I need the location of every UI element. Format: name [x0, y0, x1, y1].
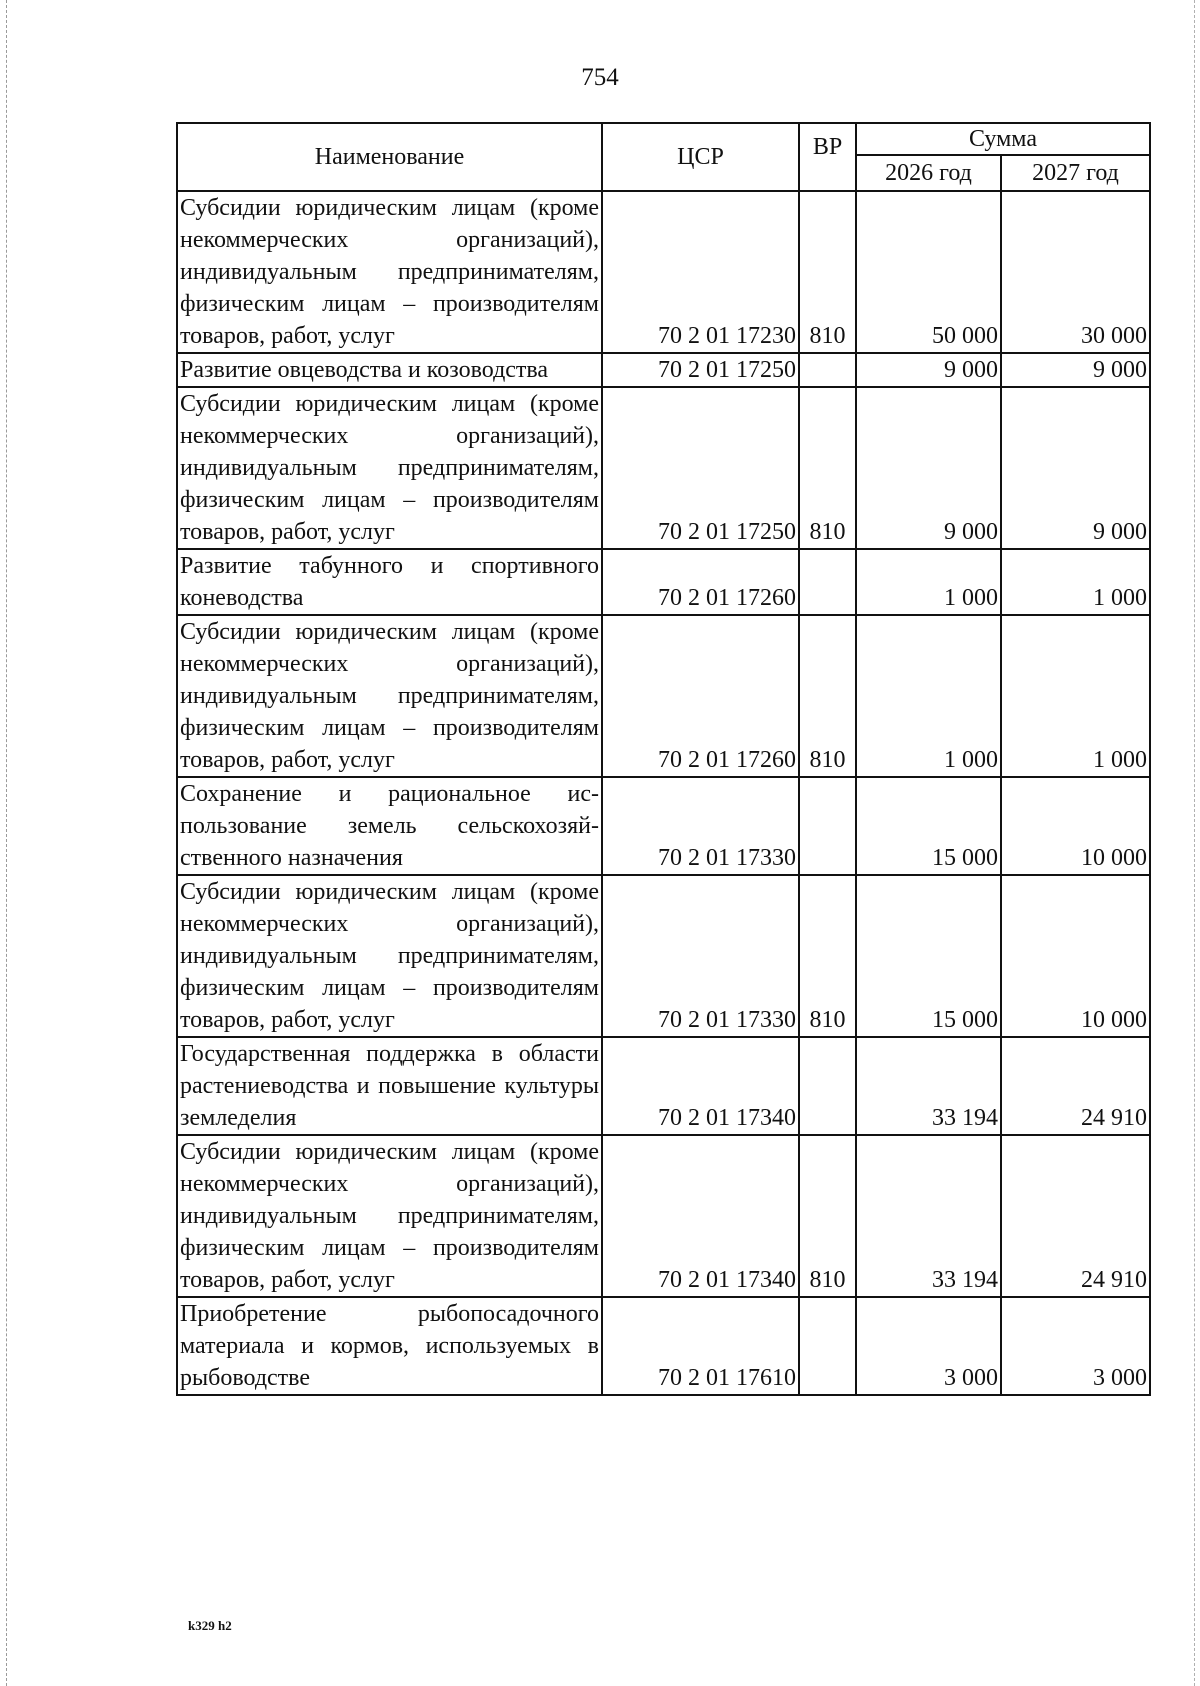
page-number: 754: [581, 64, 619, 91]
row-vr-cell: 810: [799, 615, 856, 777]
page-edge-right: [1194, 0, 1195, 1686]
row-csr-cell: 70 2 01 17340: [602, 1037, 799, 1135]
row-name-cell: Субсидии юридическим лицам (кроме некоммерческих организаций), индивидуальным предпринимателям, физическим лицам – производителям товаров, работ, услуг: [177, 875, 602, 1037]
table-row: [177, 1037, 1150, 1135]
table-row: [177, 777, 1150, 875]
row-amount-2027-cell: 1 000: [1001, 615, 1150, 777]
row-csr-cell: 70 2 01 17330: [602, 875, 799, 1037]
row-amount-2027-cell: 30 000: [1001, 191, 1150, 353]
row-name-cell: Субсидии юридическим лицам (кроме некоммерческих организаций), индивидуальным предпринимателям, физическим лицам – производителям товаров, работ, услуг: [177, 615, 602, 777]
row-name-cell: Развитие табунного и спортивного коневодства: [177, 549, 602, 615]
row-name-cell: Субсидии юридическим лицам (кроме некоммерческих организаций), индивидуальным предпринимателям, физическим лицам – производителям товаров, работ, услуг: [177, 1135, 602, 1297]
row-amount-2027-cell: 1 000: [1001, 549, 1150, 615]
row-name-cell: Субсидии юридическим лицам (кроме некоммерческих организаций), индивидуальным предпринимателям, физическим лицам – производителям товаров, работ, услуг: [177, 191, 602, 353]
header-vr: ВР: [799, 123, 856, 191]
table-row: [177, 387, 1150, 549]
table-row: [177, 353, 1150, 387]
row-amount-2026-cell: 33 194: [856, 1037, 1001, 1135]
row-amount-2026-cell: 3 000: [856, 1297, 1001, 1395]
row-vr-cell: [799, 1297, 856, 1395]
header-name: Наименование: [177, 123, 602, 191]
row-csr-cell: 70 2 01 17330: [602, 777, 799, 875]
row-csr-cell: 70 2 01 17260: [602, 549, 799, 615]
row-vr-cell: 810: [799, 191, 856, 353]
row-name-cell: Приобретение рыбопосадочного материала и кормов, используемых в рыбоводстве: [177, 1297, 602, 1395]
row-csr-cell: 70 2 01 17250: [602, 353, 799, 387]
table-row: [177, 191, 1150, 353]
table-row: [177, 1297, 1150, 1395]
row-amount-2026-cell: 9 000: [856, 387, 1001, 549]
row-amount-2026-cell: 1 000: [856, 549, 1001, 615]
row-vr-cell: 810: [799, 387, 856, 549]
row-csr-cell: 70 2 01 17340: [602, 1135, 799, 1297]
row-amount-2026-cell: 1 000: [856, 615, 1001, 777]
page-edge-left: [6, 0, 7, 1686]
row-amount-2027-cell: 9 000: [1001, 387, 1150, 549]
row-amount-2027-cell: 10 000: [1001, 777, 1150, 875]
row-amount-2027-cell: 10 000: [1001, 875, 1150, 1037]
table-row: [177, 615, 1150, 777]
header-year-2027: 2027 год: [1001, 155, 1150, 191]
table-row: [177, 1135, 1150, 1297]
table-row: [177, 549, 1150, 615]
row-amount-2026-cell: 33 194: [856, 1135, 1001, 1297]
row-vr-cell: 810: [799, 1135, 856, 1297]
row-amount-2027-cell: 24 910: [1001, 1037, 1150, 1135]
row-vr-cell: [799, 1037, 856, 1135]
row-amount-2026-cell: 15 000: [856, 777, 1001, 875]
row-csr-cell: 70 2 01 17260: [602, 615, 799, 777]
row-amount-2027-cell: 3 000: [1001, 1297, 1150, 1395]
row-vr-cell: 810: [799, 875, 856, 1037]
row-amount-2026-cell: 15 000: [856, 875, 1001, 1037]
header-year-2026: 2026 год: [856, 155, 1001, 191]
header-sum: Сумма: [856, 123, 1150, 155]
table-body: [177, 191, 1150, 1395]
row-csr-cell: 70 2 01 17250: [602, 387, 799, 549]
budget-table: [176, 122, 1151, 1396]
header-csr: ЦСР: [602, 123, 799, 191]
row-name-cell: Субсидии юридическим лицам (кроме некоммерческих организаций), индивидуальным предпринимателям, физическим лицам – производителям товаров, работ, услуг: [177, 387, 602, 549]
row-amount-2026-cell: 50 000: [856, 191, 1001, 353]
row-name-cell: Сохранение и рациональное использование земель сельскохозяйственного назначения: [177, 777, 602, 875]
row-vr-cell: [799, 353, 856, 387]
row-name-cell: Государственная поддержка в области растениеводства и повышение культуры земледелия: [177, 1037, 602, 1135]
row-csr-cell: 70 2 01 17610: [602, 1297, 799, 1395]
row-vr-cell: [799, 777, 856, 875]
row-vr-cell: [799, 549, 856, 615]
footer-code: k329 h2: [188, 1618, 232, 1633]
table-row: [177, 875, 1150, 1037]
row-name-cell: Развитие овцеводства и козоводства: [177, 353, 602, 387]
row-amount-2027-cell: 9 000: [1001, 353, 1150, 387]
row-amount-2027-cell: 24 910: [1001, 1135, 1150, 1297]
row-csr-cell: 70 2 01 17230: [602, 191, 799, 353]
row-amount-2026-cell: 9 000: [856, 353, 1001, 387]
